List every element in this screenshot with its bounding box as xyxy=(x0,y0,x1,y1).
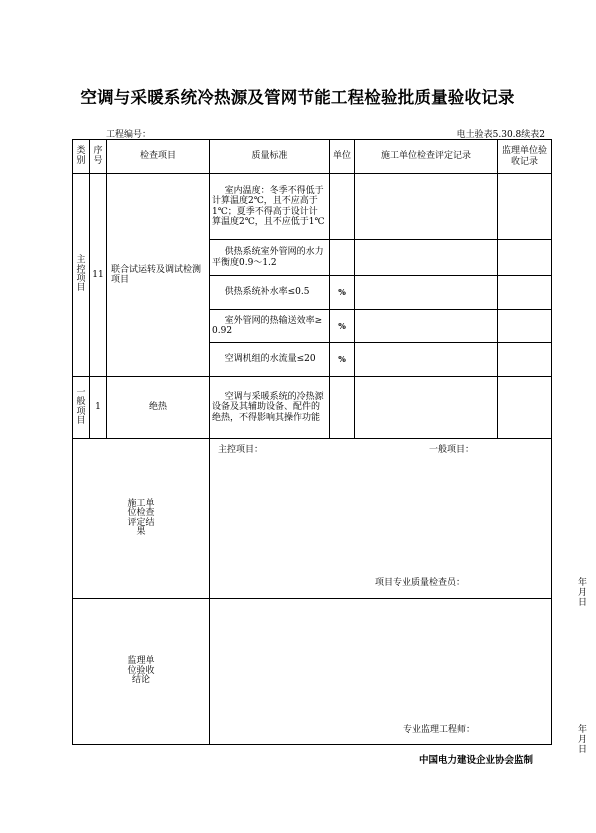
inspection-table xyxy=(72,139,596,756)
standard-cell: 空调与采暖系统的冷热源设备及其辅助设备、配件的绝热，不得影响其操作功能 xyxy=(210,377,330,439)
contractor-record-cell xyxy=(355,174,498,240)
supervisor-result-area xyxy=(210,599,596,756)
category-main-control: 主 控 项 目 xyxy=(73,174,90,377)
unit-cell xyxy=(330,377,355,439)
contractor-date: 年 月 日 xyxy=(578,578,596,609)
standard-cell: 室内温度：冬季不得低于计算温度2℃，且不应高于1℃；夏季不得高于设计计算温度2℃，且不应低于1℃ xyxy=(210,174,330,240)
header-supervisor-record: 监理单位验收记录 xyxy=(498,140,552,174)
supervisor-result-label: 监理单 位验收 结论 xyxy=(73,599,210,745)
header-row xyxy=(73,140,552,174)
supervisor-record-cell xyxy=(498,343,552,377)
item-insulation: 绝热 xyxy=(107,377,210,439)
header-category: 类 别 xyxy=(73,140,90,174)
header-contractor-record: 施工单位检查评定记录 xyxy=(355,140,498,174)
standard-cell: 供热系统室外管网的水力平衡度0.9～1.2 xyxy=(210,240,330,276)
quality-inspector-label: 项目专业质量检查员： xyxy=(375,578,466,588)
contractor-record-cell xyxy=(355,343,498,377)
main-control-label: 主控项目： xyxy=(218,445,264,455)
contractor-result-label: 施工单 位检查 评定结 果 xyxy=(73,439,210,599)
page-title: 空调与采暖系统冷热源及管网节能工程检验批质量验收记录 xyxy=(80,88,515,107)
unit-cell xyxy=(330,240,355,276)
contractor-result-area xyxy=(210,439,596,609)
contractor-record-cell xyxy=(355,377,498,439)
supervisor-record-cell xyxy=(498,276,552,310)
unit-cell: % xyxy=(330,276,355,310)
form-code: 电土验表5.30.8续表2 xyxy=(456,130,545,140)
item-joint-commissioning: 联合试运转及调试检测项目 xyxy=(107,174,210,377)
unit-cell xyxy=(330,174,355,240)
supervisor-record-cell xyxy=(498,377,552,439)
contractor-record-cell xyxy=(355,276,498,310)
category-general: 一 般 项 目 xyxy=(73,377,90,439)
table-row xyxy=(73,377,552,439)
footer-issuer: 中国电力建设企业协会监制 xyxy=(418,755,533,766)
unit-cell: % xyxy=(330,310,355,343)
seq-cell: 1 xyxy=(90,377,107,439)
supervisor-date: 年 月 日 xyxy=(578,725,596,756)
standard-cell: 室外管网的热输送效率≥0.92 xyxy=(210,310,330,343)
supervisor-result-row xyxy=(73,599,552,745)
header-standard: 质量标准 xyxy=(210,140,330,174)
general-label: 一般项目： xyxy=(429,445,475,455)
supervising-engineer-label: 专业监理工程师： xyxy=(403,725,476,735)
supervisor-record-cell xyxy=(498,310,552,343)
project-number-label: 工程编号： xyxy=(106,130,152,140)
supervisor-record-cell xyxy=(498,240,552,276)
unit-cell: % xyxy=(330,343,355,377)
seq-cell: 11 xyxy=(90,174,107,377)
contractor-record-cell xyxy=(355,240,498,276)
header-item: 检查项目 xyxy=(107,140,210,174)
supervisor-record-cell xyxy=(498,174,552,240)
table-row xyxy=(73,174,552,240)
standard-cell: 供热系统补水率≤0.5 xyxy=(210,276,330,310)
contractor-result-row xyxy=(73,439,552,599)
contractor-record-cell xyxy=(355,310,498,343)
header-unit: 单位 xyxy=(330,140,355,174)
standard-cell: 空调机组的水流量≤20 xyxy=(210,343,330,377)
header-seq: 序 号 xyxy=(90,140,107,174)
